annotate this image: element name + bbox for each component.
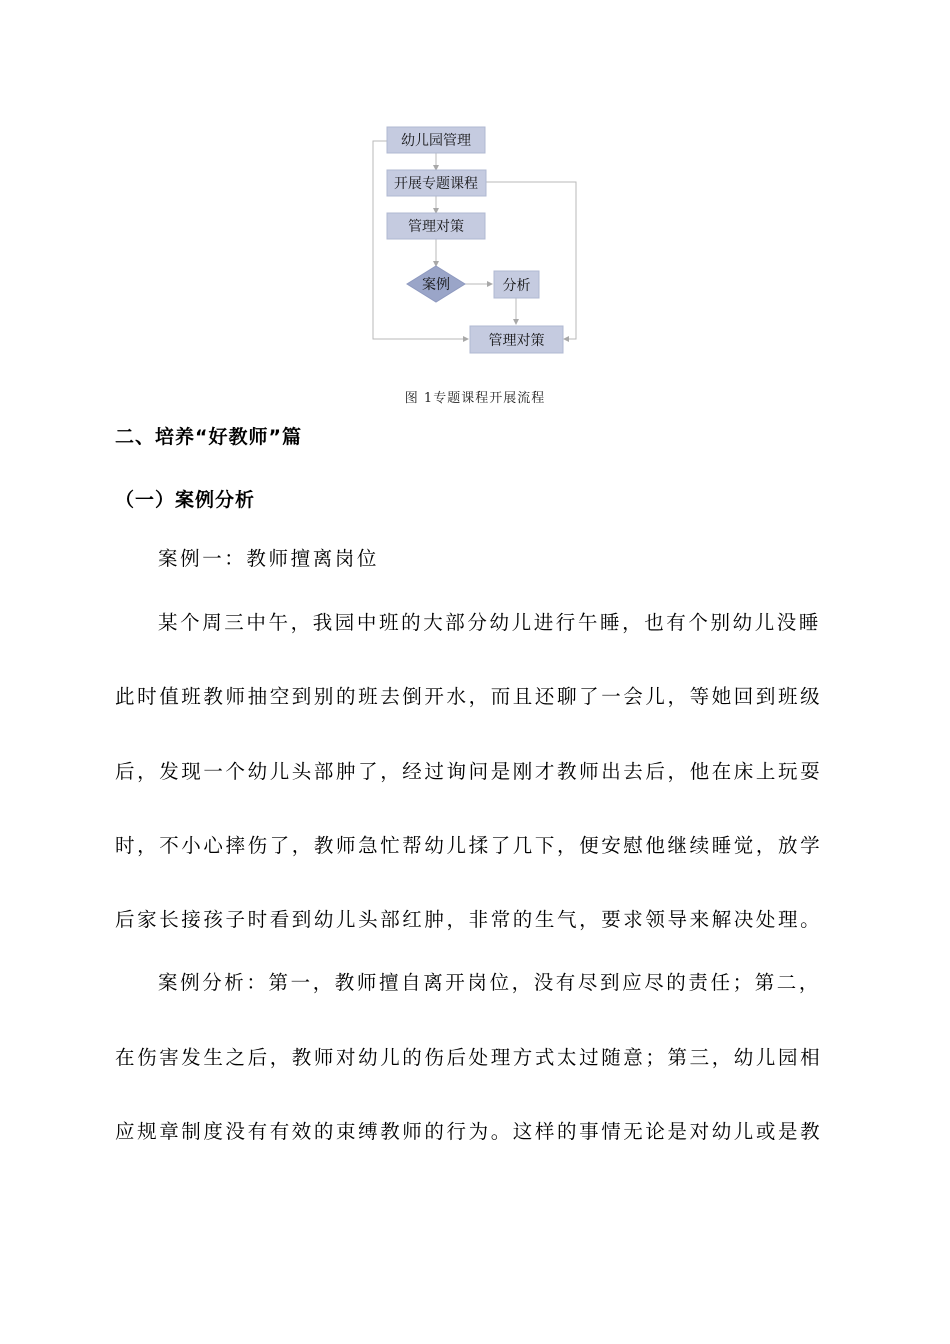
flow-node-label: 分析 bbox=[502, 278, 531, 294]
case-title: 案例一：教师擅离岗位 bbox=[158, 547, 380, 570]
flow-node-analysis bbox=[494, 271, 539, 298]
flowchart-diagram bbox=[370, 124, 586, 356]
flow-node-special-course bbox=[387, 170, 486, 196]
flow-node-label: 幼儿园管理 bbox=[401, 133, 471, 149]
paragraph-line: 在伤害发生之后，教师对幼儿的伤后处理方式太过随意；第三，幼儿园相 bbox=[115, 1046, 823, 1069]
flow-node-label: 管理对策 bbox=[488, 333, 545, 349]
flow-node-case-diamond bbox=[407, 266, 465, 302]
flow-node-management-strategy-1 bbox=[387, 213, 485, 239]
paragraph-line: 后家长接孩子时看到幼儿头部红肿，非常的生气，要求领导来解决处理。 bbox=[115, 908, 823, 931]
paragraph-line: 案例分析：第一，教师擅自离开岗位，没有尽到应尽的责任；第二， bbox=[158, 971, 822, 994]
flow-node-management-strategy-2 bbox=[470, 326, 563, 353]
paragraph-line: 应规章制度没有有效的束缚教师的行为。这样的事情无论是对幼儿或是教 bbox=[115, 1120, 823, 1143]
paragraph-line: 时，不小心摔伤了，教师急忙帮幼儿揉了几下，便安慰他继续睡觉，放学 bbox=[115, 834, 823, 857]
flow-node-label: 开展专题课程 bbox=[394, 176, 478, 192]
paragraph-line: 后，发现一个幼儿头部肿了，经过询问是刚才教师出去后，他在床上玩耍 bbox=[115, 760, 823, 783]
section-heading: 二、培养“好教师”篇 bbox=[115, 426, 302, 448]
flow-node-label: 管理对策 bbox=[408, 219, 464, 235]
flow-node-label: 案例 bbox=[422, 277, 450, 293]
figure-caption: 图 1专题课程开展流程 bbox=[404, 391, 546, 406]
paragraph-line: 此时值班教师抽空到别的班去倒开水，而且还聊了一会儿，等她回到班级 bbox=[115, 685, 823, 708]
flow-node-kindergarten-management bbox=[387, 127, 485, 153]
paragraph-line: 某个周三中午，我园中班的大部分幼儿进行午睡，也有个别幼儿没睡 bbox=[158, 611, 822, 634]
subsection-heading: （一）案例分析 bbox=[115, 489, 256, 511]
